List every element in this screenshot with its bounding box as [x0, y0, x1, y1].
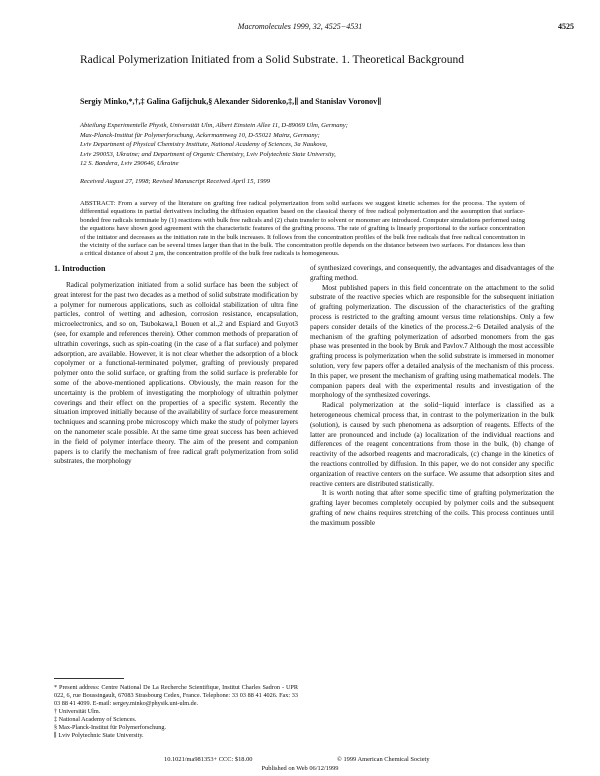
doi-line: 10.1021/ma981353+ CCC: $18.00: [164, 756, 253, 763]
affiliation-line: Max-Planck-Institut für Polymerforschung, Ackermannweg 10, D-55021 Mainz, Germany;: [80, 131, 320, 139]
left-column: [54, 264, 298, 467]
page-footer: [0, 756, 600, 773]
right-column: [310, 264, 554, 529]
footnote: ‡ National Academy of Sciences.: [54, 716, 137, 723]
affiliation-line: Lviv Department of Physical Chemistry Institute, National Academy of Sciences, 3a Naukova,: [80, 141, 328, 149]
running-header: [0, 22, 600, 34]
affiliations: [80, 121, 530, 169]
footnotes: [54, 678, 298, 740]
affiliation-line: Lviv 290053, Ukraine; and Department of Organic Chemistry, Lviv Polytechnic State University,: [80, 150, 336, 158]
received-dates: Received August 27, 1998; Revised Manuscript Received April 15, 1999: [80, 178, 271, 185]
article-title: Radical Polymerization Initiated from a Solid Substrate. 1. Theoretical Background: [80, 54, 464, 66]
affiliation-line: Abteilung Experimentelle Physik, Universität Ulm, Albert Einstein Allee 11, D-89069 Ulm, Germany;: [80, 122, 348, 129]
journal-citation: Macromolecules 1999, 32, 4525−4531: [237, 22, 363, 31]
affiliation-line: 12 S. Bandera, Lviv 290646, Ukraine: [80, 160, 179, 168]
footnote: † Universität Ulm.: [54, 708, 101, 715]
footnote: * Present address: Centre National De La Recherche Scientifique, Institut Charles Sadron - UPR 022, 6, rue Boussingault, 67083 Strasbourg Cedex, France. Telephone: 33 03 88 41 4026. Fax: 33 03 88 41 4099. E-mail: sergey.minko@physik.uni-ulm.de.: [54, 684, 298, 707]
page-number: 4525: [558, 22, 574, 31]
abstract: ABSTRACT: From a survey of the literature on grafting free radical polymerization from solid surfaces we suggest kinetic schemes for the process. The system of differential equations in partial derivatives including the diffusion equation based on the classical theory of free radical polymerization and the assumption that surface-bonded free radicals terminate by (1) reactions with bulk free radicals and (2) chain transfer to solvent or monomer are introduced. Computer simulations performed using the equations have shown good agreement with the characteristic features of the grafting process. The rate of grafting is linearly proportional to the surface concentration of the initiator and decreases as the initiation rate in the bulk increases. It follows from the concentration profiles of the bulk free radicals that free radical concentration in the vicinity of the surface can be several times larger than that in the bulk. The concentration profile depends on the distance between two surfaces. For distances less than a critical distance of about 2 μm, the concentration profile of the bulk free radicals is homogeneous.: [80, 200, 525, 258]
body-paragraph: Most published papers in this field concentrate on the attachment to the solid substrate of the reactive species which are responsible for the subsequent initiation of grafting polymerization. The discussion of the characteristics of the grafting process is restricted to the grafting amount versus time relationships. Only a few papers consider details of the kinetics of the process.2−6 Detailed analysis of the mechanism of the grafting polymerization of adsorbed monomers from the gas phase was presented in the book by Bruk and Pavlov.7 Although the most accessible grafting process is polymerization when the solid substrate is immersed in monomer solution, very few papers offer a detailed analysis of the mechanism of this process. In this paper, we present the mechanism of grafting using mathematical models. The companion papers deal with the experimental results and investigation of the morphology of the synthesized coverings.: [310, 283, 554, 400]
footnote: ∥ Lviv Polytechnic State University.: [54, 732, 144, 739]
section-heading: 1. Introduction: [54, 264, 106, 273]
footnote: § Max-Planck-Institut für Polymerforschung.: [54, 724, 167, 731]
copyright-line: © 1999 American Chemical Society: [337, 756, 430, 763]
body-paragraph: of synthesized coverings, and consequently, the advantages and disadvantages of the grafting method.: [310, 264, 554, 282]
body-paragraph: Radical polymerization at the solid−liquid interface is classified as a heterogeneous chemical process that, in contrast to the polymerization in the bulk (solution), is caused by such phenomena as adsorption of reagents. Effects of the latter are pronounced and include (a) localization of the individual reactions and differences of the reagent concentrations from those in the bulk, (b) change of reactivity of the adsorbed reagents and macroradicals, (c) change in the kinetics of the reactions controlled by diffusion. In this paper, we do not consider any specific organization of reactive centers on the surface. We assume that adsorption sites and reactive centers are distributed statistically.: [310, 401, 554, 488]
footnote-rule: [54, 678, 124, 679]
author-list: Sergiy Minko,*,†,‡ Galina Gafijchuk,§ Alexander Sidorenko,‡,∥ and Stanislav Voronov∥: [80, 97, 382, 106]
body-paragraph: Radical polymerization initiated from a solid surface has been the subject of great interest for the past two decades as a method of solid substrate modification by a polymer for numerous applications, such as colloidal stabilization of ultra fine particles, control of wetting and adhesion, corrosion resistance, encapsulation, microelectronics, and so on, Tsubokawa,1 Bouen et al.,2 and Espiard and Guyot3 (see, for example and references therein). Other common methods of preparation of ultrathin coverings, such as spin-coating (in the case of a flat surface) and polymer adsorption, are available. However, it is not clear whether the adsorption of a block copolymer or a functional-terminated polymer, grafting of previously prepared polymer onto the solid surface, or grafting from the solid surface is preferable for some of the above-mentioned applications. Obviously, the main reason for the uncertainty is the problem of investigating the morphology of ultrathin polymer coverings and their effect on the properties of a specific system. Recently the situation improved initially because of the availability of surface force measurement techniques and scanning probe microscopy which make the study of polymer layers on the nanometer scale possible. At the same time great success has been achieved in the field of polymer interface theory. The aim of the present and companion papers is to clarify the mechanism of free radical graft polymerization from solid substrates, the morphology: [54, 281, 298, 466]
published-line: Published on Web 06/12/1999: [261, 764, 339, 772]
body-paragraph: It is worth noting that after some specific time of grafting polymerization the grafting layer becomes completely occupied by polymer coils and the subsequent grafting of new chains requires stretching of the coils. This process continues until the maximum possible: [310, 489, 554, 527]
